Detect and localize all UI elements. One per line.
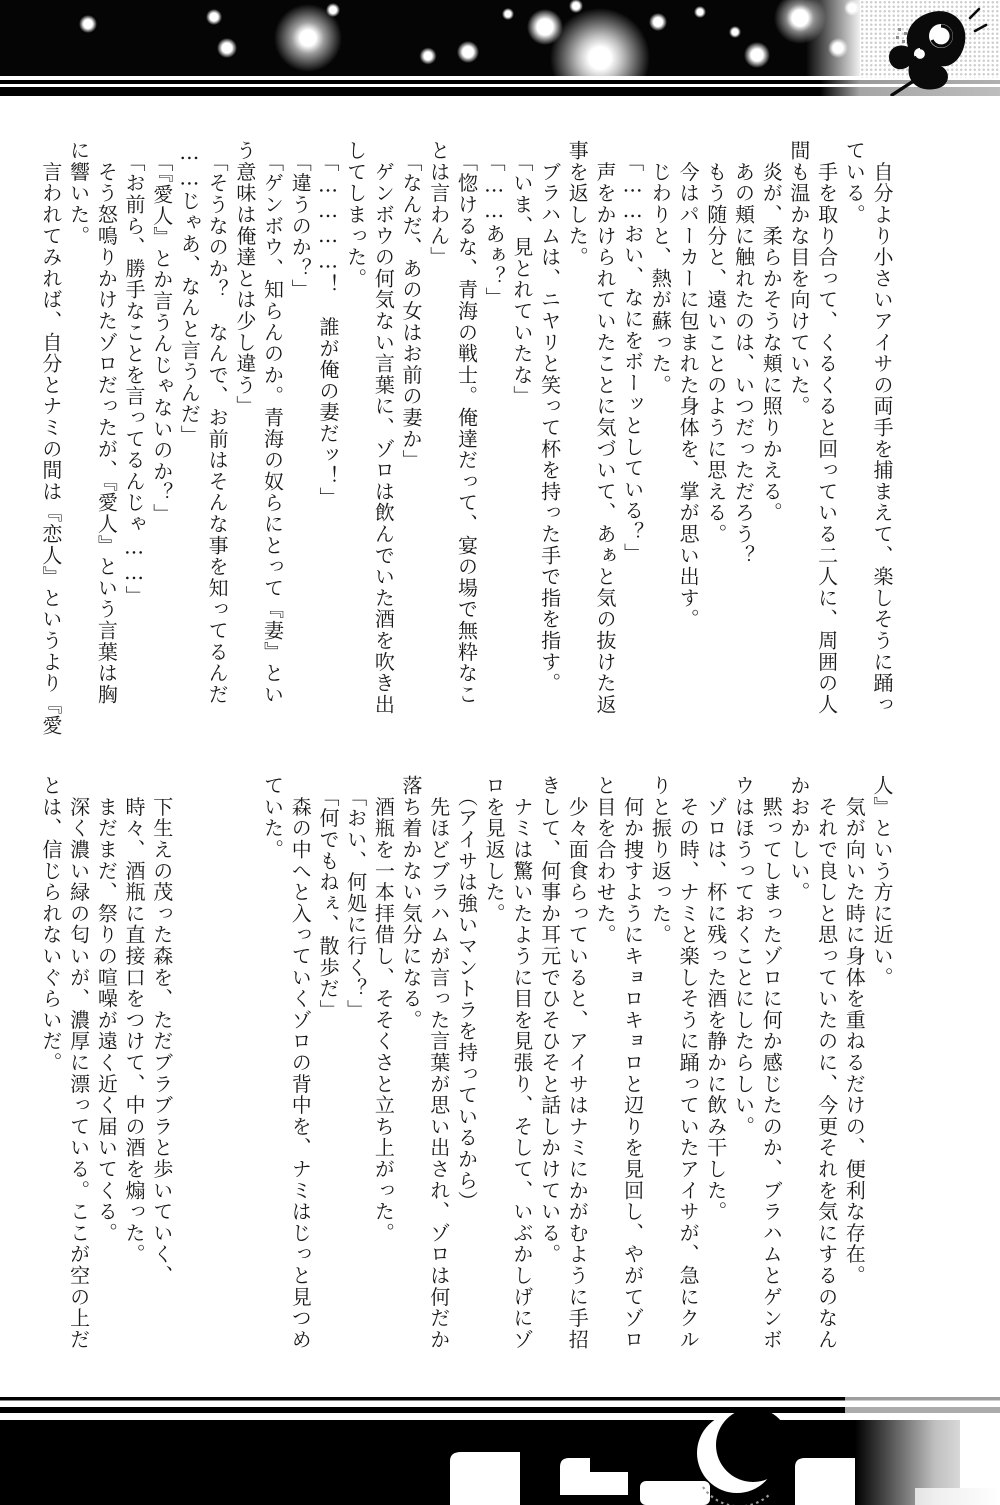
text-column: 「お前ら、勝手なことを言ってるんじゃ……」: [122, 140, 147, 607]
text-column: （アイサは強いマントラを持っているから）: [454, 775, 479, 1213]
text-column: 事を返した。: [565, 140, 590, 268]
text-column: もう随分と、遠いことのように思える。: [703, 140, 728, 545]
text-column: まだまだ、祭りの喧噪が遠く近く届いてくる。: [94, 775, 119, 1244]
text-column: 「そうなのか？ なんで、お前はそんな事を知ってるんだ: [205, 140, 230, 706]
text-column: そう怒鳴りかけたゾロだったが、『愛人』という言葉は胸: [94, 140, 119, 706]
text-column: に響いた。: [66, 140, 91, 247]
text-column: ……じゃあ、なんと言うんだ」: [177, 140, 202, 447]
text-column: 森の中へと入っていくゾロの背中を、ナミはじっと見つめ: [288, 775, 313, 1351]
text-column: 間も温かな目を向けていた。: [786, 140, 811, 417]
text-column: [202, 775, 230, 1353]
text-column: 人』という方に近い。: [870, 775, 894, 988]
text-column: 酒瓶を一本拝借し、そそくさと立ち上がった。: [371, 775, 396, 1244]
header-rule-thick: [0, 87, 1000, 96]
text-column: 「…………！ 誰が俺の妻だッ！」: [315, 140, 340, 509]
text-column: 自分より小さいアイサの両手を捕まえて、楽しそうに踊っ: [870, 140, 894, 716]
text-column: 落ち着かない気分になる。: [399, 775, 424, 1031]
text-column: [230, 775, 258, 1353]
story-block-upper: [36, 140, 895, 737]
text-column: と目を合わせた。: [592, 775, 617, 946]
story-block-lower: [36, 775, 895, 1353]
text-column: ウはほうっておくことにしたらしい。: [731, 775, 756, 1138]
text-column: 「なんだ、あの女はお前の妻か」: [399, 140, 424, 471]
starfield-banner: [0, 0, 1000, 100]
text-column: 「違うのか？」: [288, 140, 313, 301]
cloud-moon-art: [0, 1395, 1000, 1505]
text-column: [175, 775, 203, 1353]
text-column: 何か捜すようにキョロキョロと辺りを見回し、やがてゾロ: [620, 775, 645, 1351]
header-rule-thin: [0, 80, 1000, 84]
text-column: 下生えの茂った森を、ただブラブラと歩いていく、: [149, 775, 174, 1287]
text-column: 「いま、見とれていたな」: [509, 140, 534, 407]
text-column: 声をかけられていたことに気づいて、あぁと気の抜けた返: [592, 140, 617, 716]
text-column: 炎が、柔らかそうな頬に照りかえる。: [759, 140, 784, 524]
text-column: 言われてみれば、自分とナミの間は『恋人』というより『愛: [38, 140, 63, 737]
text-column: きして、何事か耳元でひそひそと話しかけている。: [537, 775, 562, 1265]
text-column: それで良しと思っていたのに、今更それを気にするのなん: [814, 775, 839, 1351]
text-column: かおかしい。: [786, 775, 811, 903]
text-column: あの頬に触れたのは、いつだっただろう？: [731, 140, 756, 566]
text-column: 「『愛人』とか言うんじゃないのか？」: [149, 140, 174, 525]
text-column: 今はパーカーに包まれた身体を、掌が思い出す。: [676, 140, 701, 630]
text-column: 「おい、何処に行く？」: [343, 775, 368, 1021]
text-column: 気が向いた時に身体を重ねるだけの、便利な存在。: [842, 775, 867, 1287]
text-column: 「惚けるな、青海の戦士。俺達だって、宴の場で無粋なこ: [454, 140, 479, 706]
text-column: 少々面食らっていると、アイサはナミにかがむように手招: [565, 775, 590, 1351]
text-column: ナミは驚いたように目を見張り、そして、いぶかしげにゾ: [509, 775, 534, 1351]
text-column: してしまった。: [343, 140, 368, 290]
text-column: 黙ってしまったゾロに何か感じたのか、ブラハムとゲンボ: [759, 775, 784, 1351]
text-column: 「……あぁ？」: [482, 140, 507, 309]
text-column: じわりと、熱が蘇った。: [648, 140, 673, 396]
star-bokeh-band: [0, 0, 868, 76]
band-fade: [806, 0, 868, 76]
text-column: ブラハムは、ニヤリと笑って杯を持った手で指を指す。: [537, 140, 562, 694]
text-column: ていた。: [260, 775, 285, 861]
text-column: ゾロは、杯に残った酒を静かに飲み干した。: [703, 775, 728, 1223]
text-column: その時、ナミと楽しそうに踊っていたアイサが、急にクル: [676, 775, 701, 1351]
cloud-moon-banner: [0, 1395, 1000, 1505]
text-column: 時々、酒瓶に直接口をつけて、中の酒を煽った。: [122, 775, 147, 1265]
text-column: 「何でもねぇ、散歩だ」: [315, 775, 340, 1021]
text-column: 先ほどブラハムが言った言葉が思い出され、ゾロは何だか: [426, 775, 451, 1351]
text-column: 「……おい、なにをボーッとしている？」: [620, 140, 645, 564]
text-column: とは、信じられないぐらいだ。: [38, 775, 63, 1074]
text-column: 深く濃い緑の匂いが、濃厚に漂っている。ここが空の上だ: [66, 775, 91, 1351]
text-column: 手を取り合って、くるくると回っている二人に、周囲の人: [814, 140, 839, 716]
text-column: 「ゲンボウ、知らんのか。青海の奴らにとって『妻』とい: [260, 140, 285, 706]
text-column: りと振り返った。: [648, 775, 673, 946]
text-column: ゲンボウの何気ない言葉に、ゾロは飲んでいた酒を吹き出: [371, 140, 396, 716]
corner-creature-icon: [862, 2, 994, 96]
text-column: とは言わん」: [426, 140, 451, 268]
text-column: ている。: [842, 140, 867, 226]
text-column: ロを見返した。: [482, 775, 507, 925]
text-column: う意味は俺達とは少し違う」: [232, 140, 257, 417]
